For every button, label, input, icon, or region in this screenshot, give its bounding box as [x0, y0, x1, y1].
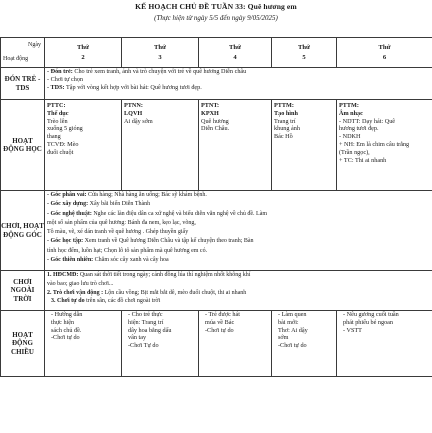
hoc-cell-thu-6: PTTM: Âm nhạc - NDTT: Dạy hát: Quê hương tươi đẹp. - NDKH + NH: Em là chim câu trắng (Trần ngọc), + TC: Thi ai nhanh — [337, 100, 432, 191]
don-tre-line: - Chơi tự chọn — [47, 75, 84, 83]
chieu-cell-thu-5: - Làm quen bài mới: Thơ: Ai dậy sớm -Chơi tự do — [272, 311, 337, 377]
choi-hoat-dong-goc-label: CHƠI, HOẠT ĐỘNG GÓC — [1, 191, 45, 271]
don-tre-content — [45, 68, 432, 100]
hoc-cell-thu-3: PTNN: LQVH Ai dậy sớm — [122, 100, 199, 191]
hoc-cell-thu-2: PTTC: Thể dục Trèo lên xuống 5 gióng thang TCVĐ: Mèo đuổi chuột — [45, 100, 122, 191]
hoc-cell-thu-5: PTTM: Tạo hình Trang trí khung ảnh Bác Hồ — [272, 100, 337, 191]
weekly-plan-table — [0, 37, 432, 377]
choi-hoat-dong-goc-content: - Góc phân vai: Cửa hàng; Nhà hàng ăn uống; Bác sỹ khám bệnh. - Góc xây dựng: Xây bãi biển Diễn Thành - Góc nghệ thuật: Nghe các làn điệu dân ca xứ nghệ và biểu diễn văn nghệ về chủ đề. Làm một số sản phẩm của quê hương: Bánh đa nem, kẹo lạc, võng, Tô màu, vẽ, xé dán tranh về quê hương . Ghép thuyền giấy - Góc học tập: Xem tranh về Quê hương Diễn Châu và tập kể chuyện theo tranh; Bàn tính học đếm, luồn hạt; Chọn lô tô sản phẩm mà quê hương em có. - Góc thiên nhiên: Chăm sóc cây xanh và cây hoa — [45, 191, 432, 271]
hoat-dong-chieu-row — [1, 311, 432, 377]
choi-ngoai-troi-label: CHƠI NGOÀI TRỜI — [1, 271, 45, 311]
don-tre-label: ĐÓN TRẺ - TDS — [1, 68, 45, 100]
hoc-cell-thu-4: PTNT: KPXH Quê hương Diễn Châu. — [199, 100, 272, 191]
chieu-cell-thu-6: - Nêu gương cuối tuần phát phiếu bé ngoan - VSTT — [337, 311, 432, 377]
choi-ngoai-troi-row — [1, 271, 432, 311]
hoat-dong-hoc-row — [1, 100, 432, 191]
hoat-dong-hoc-label: HOẠT ĐỘNG HỌC — [1, 100, 45, 191]
choi-ngoai-troi-content: 1. HĐCMĐ: Quan sát thời tiết trong ngày; cảnh đồng lúa thí nghiệm nhốt không khí vào bao; giao lưu trò chơi... 2. Trò chơi vận động : Lộn cầu vồng; Bịt mắt bắt dê, mèo đuổi chuột, thi ai nhanh 3. Chơi tự do trên sân, các đồ chơi ngoài trời — [45, 271, 432, 311]
header-row — [1, 38, 432, 68]
don-tre-line: - Đón trẻ: Cho trẻ xem tranh, ảnh và trò chuyện với trẻ về quê hương Diễn châu — [47, 68, 247, 75]
corner-top: Ngày — [28, 42, 41, 48]
chieu-cell-thu-4: - Trẻ được hát múa về Bác -Chơi tự do — [199, 311, 272, 377]
day-header-3: Thứ 3 — [122, 38, 199, 68]
day-header-2: Thứ 2 — [45, 38, 122, 68]
day-header-4: Thứ 4 — [199, 38, 272, 68]
hoat-dong-chieu-label: HOẠT ĐỘNG CHIỀU — [1, 311, 45, 377]
day-header-6: Thứ 6 — [337, 38, 432, 68]
document-title: KẾ HOẠCH CHỦ ĐỀ TUẦN 33: Quê hương em — [135, 2, 297, 11]
day-header-5: Thứ 5 — [272, 38, 337, 68]
chieu-cell-thu-3: - Cho trẻ thực hiện: Trang trí dây hoa bằng dấu vân tay -Chơi Tự do — [122, 311, 199, 377]
choi-hoat-dong-goc-row — [1, 191, 432, 271]
corner-cell — [1, 38, 45, 68]
don-tre-line: - TDS: Tập với vòng kết hợp với bài hát: Quê hương tươi đẹp. — [47, 83, 202, 91]
don-tre-row — [1, 68, 432, 100]
corner-bottom: Hoạt động — [3, 55, 29, 62]
chieu-cell-thu-2: - Hướng dẫn thực hiện sách chủ đề. -Chơi tự do — [45, 311, 122, 377]
document-subtitle: (Thực hiện từ ngày 5/5 đến ngày 9/05/2025) — [154, 14, 278, 22]
